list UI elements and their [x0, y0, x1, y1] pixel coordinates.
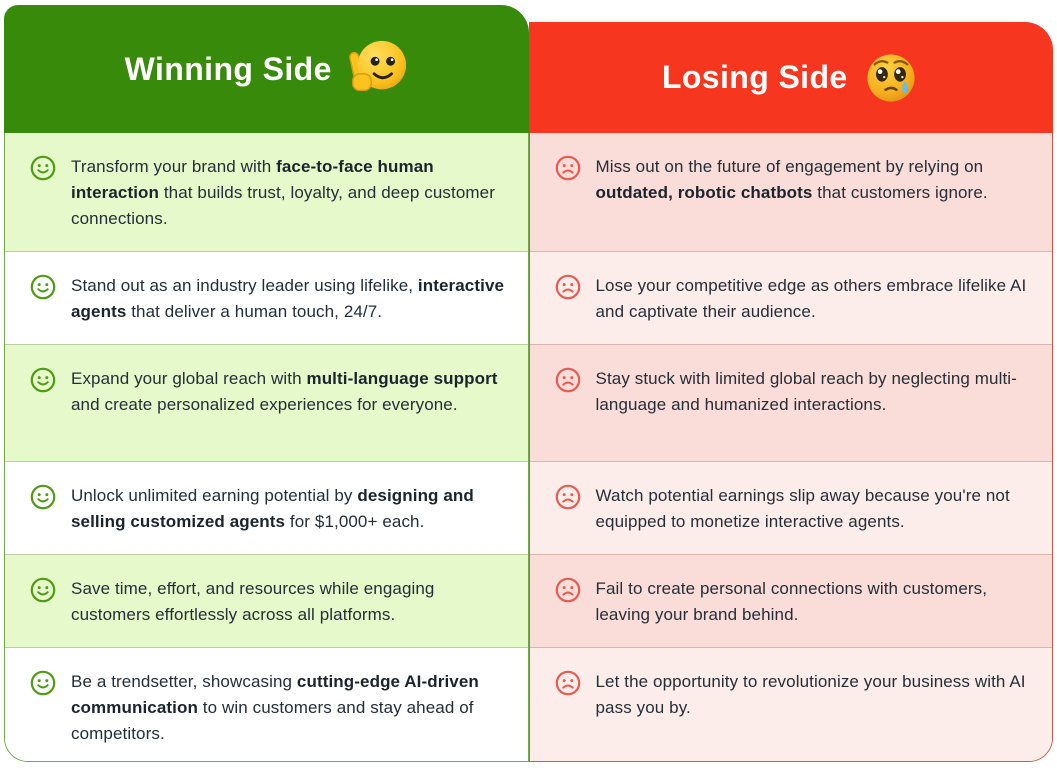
losing-row-6-text: Let the opportunity to revolutionize your business with AI pass you by.: [595, 672, 1026, 717]
losing-row-4: [530, 462, 1053, 555]
green-smiley-face-icon: [30, 274, 56, 305]
losing-row-1: [530, 133, 1053, 252]
comparison-table: [4, 5, 1053, 762]
winning-row-3: [5, 345, 528, 462]
thumbs-up-smiley-emoji-icon: [346, 38, 408, 100]
winning-column: [4, 5, 529, 762]
winning-list: [4, 133, 529, 762]
losing-header: [529, 22, 1054, 133]
losing-row-1-text: Miss out on the future of engagement by relying on outdated, robotic chatbots that customers ignore.: [595, 157, 988, 202]
winning-row-3-text: Expand your global reach with multi-language support and create personalized experiences for everyone.: [71, 369, 498, 414]
winning-row-4: [5, 462, 528, 555]
losing-row-2: [530, 252, 1053, 345]
red-sad-face-icon: [555, 577, 581, 608]
winning-row-1-text: Transform your brand with face-to-face human interaction that builds trust, loyalty, and deep customer connections.: [71, 157, 495, 228]
losing-header-spacer: [529, 5, 1054, 22]
winning-row-2-text: Stand out as an industry leader using lifelike, interactive agents that deliver a human touch, 24/7.: [71, 276, 505, 321]
losing-row-3-text: Stay stuck with limited global reach by neglecting multi-language and humanized interactions.: [595, 369, 1017, 414]
winning-row-5: [5, 555, 528, 648]
losing-row-5-text: Fail to create personal connections with customers, leaving your brand behind.: [595, 579, 988, 624]
green-smiley-face-icon: [30, 367, 56, 398]
losing-header-title: Losing Side: [661, 59, 848, 95]
winning-header: [4, 5, 529, 133]
winning-row-6: [5, 648, 528, 761]
green-smiley-face-icon: [30, 155, 56, 186]
green-smiley-face-icon: [30, 670, 56, 701]
winning-row-6-text: Be a trendsetter, showcasing cutting-edge AI-driven communication to win customers and stay ahead of competitors.: [71, 672, 479, 743]
red-sad-face-icon: [555, 274, 581, 305]
red-sad-face-icon: [555, 484, 581, 515]
winning-row-4-text: Unlock unlimited earning potential by designing and selling customized agents for $1,000+ each.: [71, 486, 474, 531]
winning-row-2: [5, 252, 528, 345]
losing-row-4-text: Watch potential earnings slip away because you're not equipped to monetize interactive agents.: [595, 486, 1010, 531]
losing-row-5: [530, 555, 1053, 648]
winning-row-5-text: Save time, effort, and resources while engaging customers effortlessly across all platforms.: [71, 579, 435, 624]
green-smiley-face-icon: [30, 577, 56, 608]
red-sad-face-icon: [555, 670, 581, 701]
losing-row-2-text: Lose your competitive edge as others embrace lifelike AI and captivate their audience.: [595, 276, 1027, 321]
winning-header-title: Winning Side: [124, 50, 332, 87]
losing-list: [529, 133, 1054, 762]
green-smiley-face-icon: [30, 484, 56, 515]
red-sad-face-icon: [555, 155, 581, 186]
losing-row-6: [530, 648, 1053, 761]
losing-row-3: [530, 345, 1053, 462]
losing-column: [529, 5, 1054, 762]
winning-row-1: [5, 133, 528, 252]
pleading-face-with-tear-emoji-icon: [862, 49, 920, 107]
red-sad-face-icon: [555, 367, 581, 398]
